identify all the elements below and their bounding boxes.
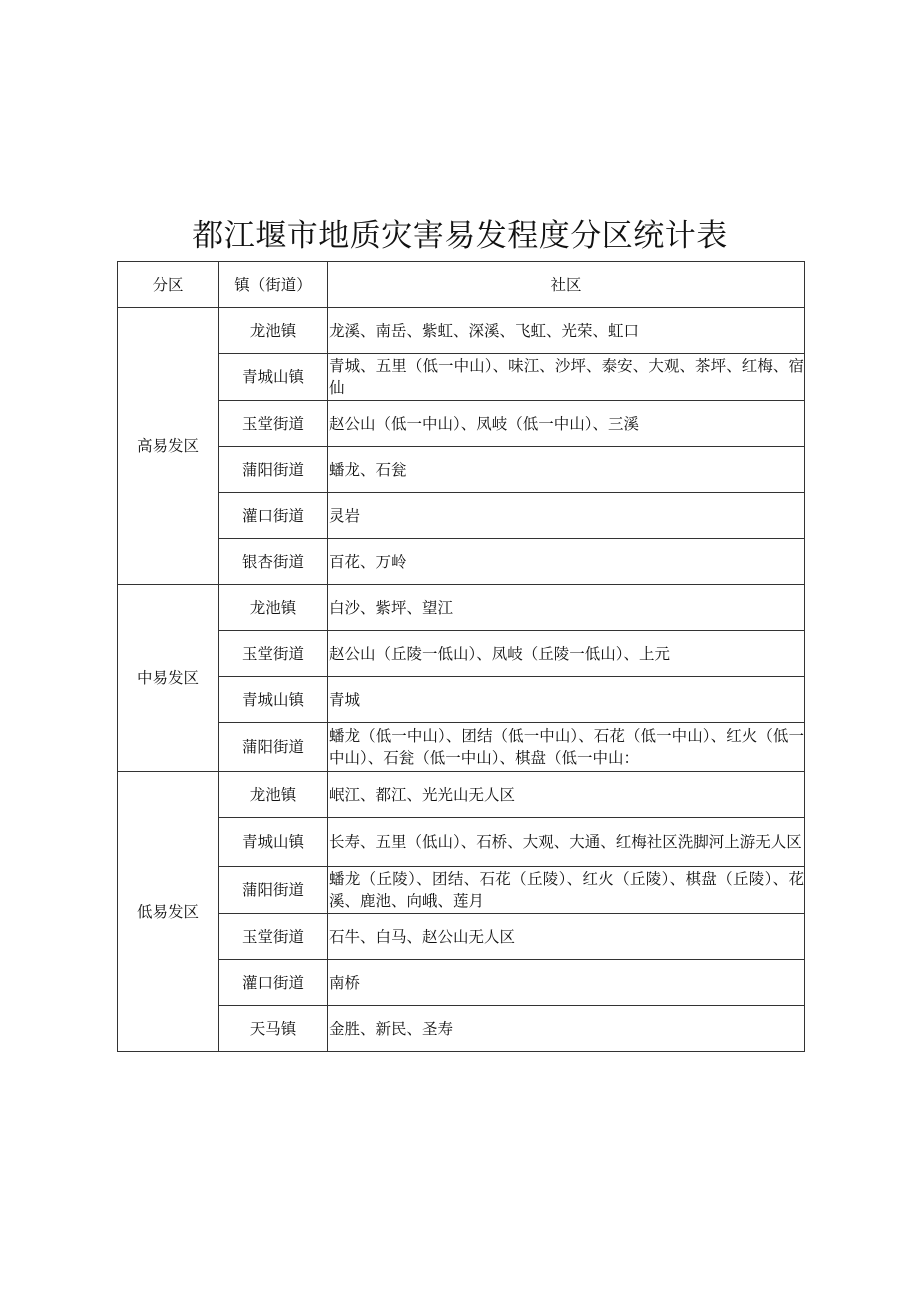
table-row: [118, 308, 805, 354]
town-cell: 青城山镇: [219, 677, 328, 723]
community-cell: [328, 493, 805, 539]
town-cell: 玉堂街道: [219, 631, 328, 677]
town-cell: 灌口街道: [219, 493, 328, 539]
community-text: 龙溪、南岳、紫虹、深溪、飞虹、光荣、虹口: [329, 321, 640, 340]
header-community: 社区: [328, 262, 805, 308]
table-row: [118, 960, 805, 1006]
community-cell: [328, 723, 805, 772]
community-text: 百花、万岭: [329, 552, 407, 571]
town-cell: 龙池镇: [219, 585, 328, 631]
table-header-row: [118, 262, 805, 308]
community-cell: [328, 539, 805, 585]
town-cell: 龙池镇: [219, 308, 328, 354]
header-zone: 分区: [118, 262, 219, 308]
table-row: [118, 539, 805, 585]
table-row: [118, 723, 805, 772]
table-row: [118, 401, 805, 447]
community-cell: [328, 401, 805, 447]
community-cell: [328, 1006, 805, 1052]
community-cell: [328, 585, 805, 631]
table-row: [118, 1006, 805, 1052]
town-cell: 蒲阳街道: [219, 867, 328, 914]
community-text: 长寿、五里（低山）、石桥、大观、大通、红梅社区洗脚河上游无人区: [329, 833, 802, 851]
community-text: 蟠龙、石瓮: [329, 460, 407, 479]
header-town: 镇（街道）: [219, 262, 328, 308]
community-text: 白沙、紫坪、望江: [329, 598, 454, 617]
community-text: 蟠龙（丘陵）、团结、石花（丘陵）、红火（丘陵）、棋盘（丘陵）、花溪、鹿池、向峨、莲月: [329, 870, 804, 910]
table-row: [118, 354, 805, 401]
community-cell: [328, 677, 805, 723]
zone-cell-low: 低易发区: [118, 772, 219, 1052]
town-cell: 蒲阳街道: [219, 447, 328, 493]
town-cell: 银杏街道: [219, 539, 328, 585]
table-row: [118, 867, 805, 914]
community-cell: [328, 914, 805, 960]
town-cell: 玉堂街道: [219, 401, 328, 447]
community-text: 金胜、新民、圣寿: [329, 1019, 454, 1038]
table-row: [118, 631, 805, 677]
community-text: 赵公山（丘陵一低山）、凤岐（丘陵一低山）、上元: [329, 644, 671, 663]
community-cell: [328, 354, 805, 401]
town-cell: 灌口街道: [219, 960, 328, 1006]
town-cell: 龙池镇: [219, 772, 328, 818]
table-row: [118, 914, 805, 960]
community-text: 赵公山（低一中山）、凤岐（低一中山）、三溪: [329, 414, 640, 433]
community-cell: [328, 772, 805, 818]
community-text: 蟠龙（低一中山）、团结（低一中山）、石花（低一中山）、红火（低一中山）、石瓮（低一中山）、棋盘（低一中山：: [329, 727, 804, 767]
document-title: 都江堰市地质灾害易发程度分区统计表: [192, 218, 728, 254]
community-cell: [328, 308, 805, 354]
community-cell: [328, 960, 805, 1006]
community-cell: [328, 447, 805, 493]
town-cell: 青城山镇: [219, 818, 328, 867]
community-text: 南桥: [329, 973, 361, 992]
table-row: [118, 585, 805, 631]
zoning-statistics-table: [117, 261, 805, 1052]
zone-cell-high: 高易发区: [118, 308, 219, 585]
town-cell: 蒲阳街道: [219, 723, 328, 772]
town-cell: 玉堂街道: [219, 914, 328, 960]
community-cell: [328, 631, 805, 677]
table-row: [118, 772, 805, 818]
table-row: [118, 677, 805, 723]
zone-cell-medium: 中易发区: [118, 585, 219, 772]
table-row: [118, 447, 805, 493]
community-text: 石牛、白马、赵公山无人区: [329, 927, 516, 946]
community-text: 岷江、都江、光光山无人区: [329, 785, 516, 804]
community-text: 灵岩: [329, 506, 361, 525]
community-cell: [328, 867, 805, 914]
table-row: [118, 493, 805, 539]
table-row: [118, 818, 805, 867]
town-cell: 天马镇: [219, 1006, 328, 1052]
town-cell: 青城山镇: [219, 354, 328, 401]
community-text: 青城: [329, 690, 361, 709]
community-text: 青城、五里（低一中山）、味江、沙坪、泰安、大观、茶坪、红梅、宿仙: [329, 357, 804, 397]
community-cell: [328, 818, 805, 867]
